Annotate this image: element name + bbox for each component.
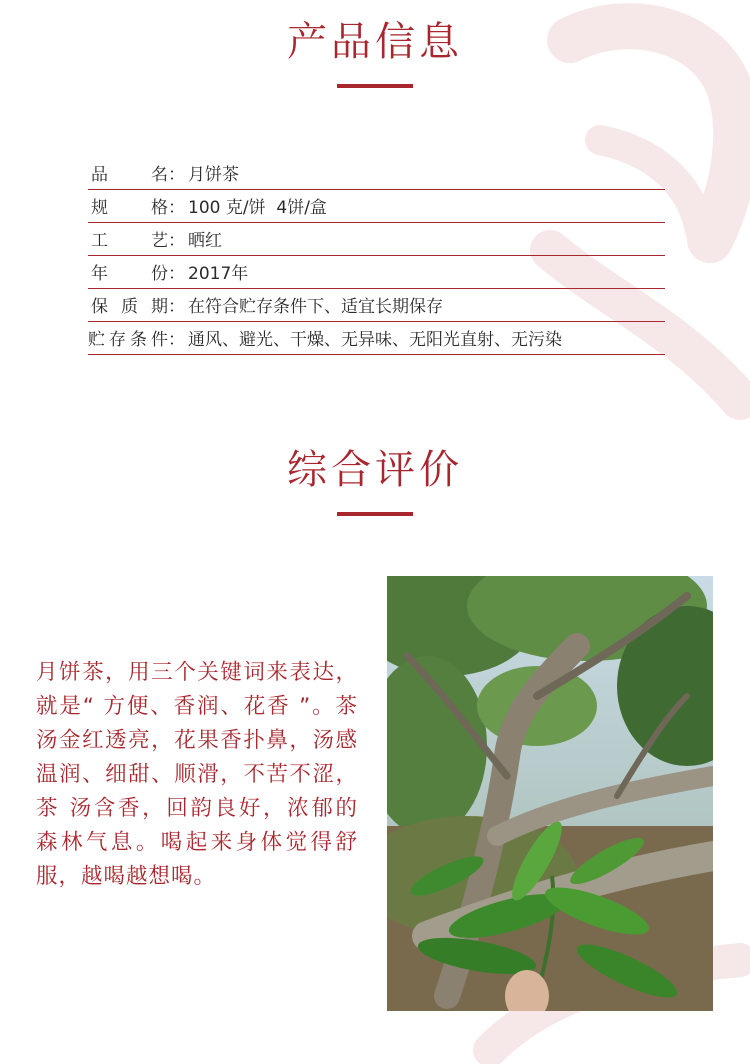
info-row-craft — [88, 224, 665, 256]
info-label: 贮 存 条 件 — [88, 330, 168, 350]
product-info-title: 产品信息 — [287, 19, 463, 65]
info-colon: ： — [168, 231, 185, 251]
info-colon: ： — [168, 165, 185, 185]
review-underline — [337, 512, 413, 516]
product-info-table — [88, 158, 665, 355]
review-title: 综合评价 — [287, 447, 463, 493]
info-label: 年 份 — [91, 264, 168, 284]
info-value: 晒红 — [188, 231, 222, 251]
info-colon: ： — [168, 198, 185, 218]
info-label: 品 名 — [91, 165, 168, 185]
info-value: 月饼茶 — [188, 165, 239, 185]
info-row-name — [88, 158, 665, 190]
tea-tree-photo — [387, 576, 713, 1011]
info-colon: ： — [168, 330, 185, 350]
info-label: 工 艺 — [91, 231, 168, 251]
review-paragraph: 月饼茶，用三个关键词来表达，就是“ 方便、香润、花香 ”。茶汤金红透亮，花果香扑鼻，汤感温润、细甜、顺滑，不苦不涩，茶 汤含香，回韵良好，浓郁的森林气息。喝起来身体觉得舒服，越喝越想喝。 — [36, 660, 358, 889]
info-value: 2017年 — [188, 264, 249, 284]
info-label: 规 格 — [91, 198, 168, 218]
info-colon: ： — [168, 264, 185, 284]
product-info-underline — [337, 84, 413, 88]
info-colon: ： — [168, 297, 185, 317]
info-value: 100 克/饼 4饼/盒 — [188, 198, 327, 218]
info-row-year — [88, 257, 665, 289]
info-label: 保 质 期 — [91, 297, 168, 317]
info-row-spec — [88, 191, 665, 223]
info-value: 在符合贮存条件下、适宜长期保存 — [188, 297, 443, 317]
info-row-storage — [88, 323, 665, 355]
info-row-shelf-life — [88, 290, 665, 322]
info-value: 通风、避光、干燥、无异味、无阳光直射、无污染 — [188, 330, 562, 350]
